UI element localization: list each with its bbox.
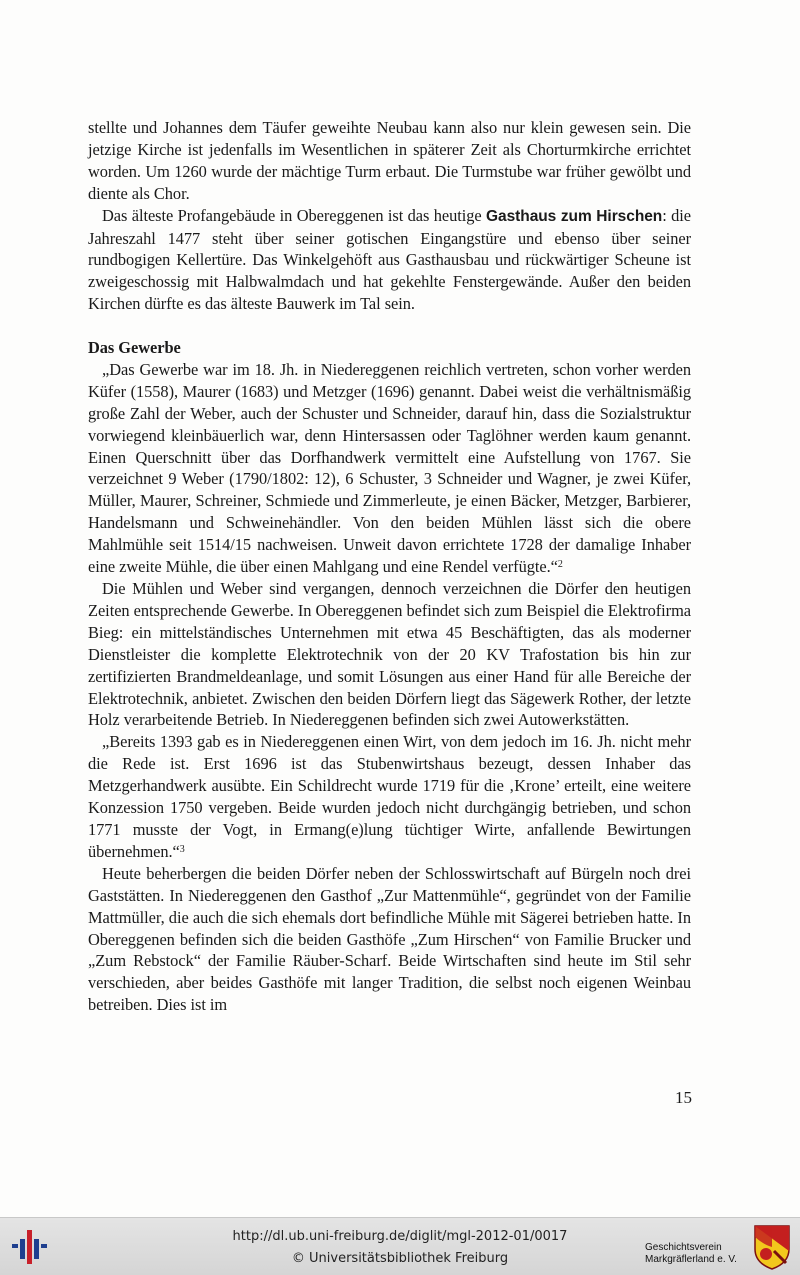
section-heading: Das Gewerbe: [88, 338, 181, 358]
document-url-link[interactable]: http://dl.ub.uni-freiburg.de/diglit/mgl-2012-01/0017: [232, 1229, 568, 1244]
coat-of-arms-icon[interactable]: [752, 1223, 792, 1271]
footer-bar: [0, 1217, 800, 1275]
society-name: [645, 1242, 750, 1266]
paragraph-profane-building: [88, 205, 691, 316]
paragraph-businesses: Die Mühlen und Weber sind vergangen, dennoch verzeichnen die Dörfer den heutigen Zeiten entsprechende Gewerbe. In Obereggenen befindet sich zum Beispiel die Elektrofirma Bieg: ein mittelständisches Unternehmen mit etwa 45 Beschäftigten, das als moderner Dienstleister die komplette Elektrotechnik von der 20 KV Trafostation bis hin zur zertifizierten Brandmeldeanlage, und somit Lösungen aus einer Hand für alle Bereiche der Elektrotechnik, anbietet. Zwischen den beiden Dörfern liegt das Sägewerk Rother, der letzte Holz verarbeitende Betrieb. In Niedereggenen befinden sich zwei Autowerkstätten.: [88, 579, 691, 730]
paragraph-text: „Bereits 1393 gab es in Niedereggenen einen Wirt, von dem jedoch im 16. Jh. nicht mehr die Rede ist. Erst 1696 ist das Stubenwirtshaus bezeugt, dessen Inhaber das Metzgerhandwerk ausübte. Ein Schildrecht wurde 1719 für die ‚Krone’ erteilt, eine weitere Konzession 1750 vergeben. Beide wurden jedoch nicht durchgängig betrieben, und schon 1771 musste der Vogt, in Ermang(e)lung tüchtiger Wirte, anfallende Bewirtungen übernehmen.“: [88, 732, 691, 861]
society-line: Markgräflerland e. V.: [645, 1254, 737, 1265]
gasthaus-name: Gasthaus zum Hirschen: [486, 207, 663, 225]
paragraph-inn-quote: [88, 731, 691, 862]
paragraph-text: : die Jahreszahl 1477 steht über seiner gotischen Eingangstüre und ebenso über seiner rundbogigen Kellertüre. Das Winkelgehöft aus Gasthausbau und rückwärtiger Scheune ist zweigeschossig mit Halbwalmdach und hat gekehlte Fenstergewände. Außer den beiden Kirchen dürfte es das älteste Bauwerk im Tal sein.: [88, 205, 691, 314]
paragraph-church: stellte und Johannes dem Täufer geweihte Neubau kann also nur klein gewesen sein. Die jetzige Kirche ist jedenfalls im Wesentlichen in späterer Zeit als Chorturmkirche errichtet worden. Um 1260 wurde der mächtige Turm erbaut. Die Turmstube war früher gewölbt und diente als Chor.: [88, 118, 691, 203]
footnote-ref: 3: [179, 843, 185, 855]
copyright-text: © Universitätsbibliothek Freiburg: [291, 1251, 509, 1266]
paragraph-gewerbe-quote: [88, 359, 691, 578]
paragraph-text: „Das Gewerbe war im 18. Jh. in Niedereggenen reichlich vertreten, schon vorher werden Küfer (1558), Maurer (1683) und Metzger (1696) genannt. Dabei weist die verhältnismäßig große Zahl der Weber, auch der Schuster und Schneider, darauf hin, dass die Sozialstruktur vorwiegend kleinbäuerlich war, denn Hintersassen oder Taglöhner werden kaum genannt. Einen Querschnitt über das Dorfhandwerk vermittelt eine Aufstellung von 1767. Sie verzeichnet 9 Weber (1790/1802: 12), 6 Schuster, 3 Schneider und Wagner, je zwei Küfer, Müller, Maurer, Schreiner, Schmiede und Zimmerleute, je einen Bäcker, Metzger, Barbierer, Handelsmann und Schweinehändler. Von den beiden Mühlen lässt sich die obere Mahlmühle seit 1514/15 nachweisen. Unweit davon errichtete 1728 der damalige Inhaber eine zweite Mühle, die über einen Mahlgang und eine Rendel verfügte.“: [88, 359, 691, 577]
society-line: Geschichtsverein: [645, 1242, 722, 1253]
page-number: 15: [675, 1088, 692, 1107]
footnote-ref: 2: [557, 559, 563, 571]
ub-freiburg-logo-icon[interactable]: [10, 1227, 50, 1265]
paragraph-text: Das älteste Profangebäude in Obereggenen ist das heutige: [102, 205, 487, 225]
paragraph-inns-today: Heute beherbergen die beiden Dörfer neben der Schlosswirtschaft auf Bürgeln noch drei Gaststätten. In Niedereggenen den Gasthof „Zur Mattenmühle“, gegründet von der Familie Mattmüller, die auch die sich ehemals dort befindliche Mühle mit Sägerei betrieben hatte. In Obereggenen befinden sich die beiden Gasthöfe „Zum Hirschen“ von Familie Brucker und „Zum Rebstock“ der Familie Räuber-Scharf. Beide Wirtschaften sind heute im Stil sehr verschieden, aber beides Gasthöfe mit langer Tradition, die selbst noch eigenen Weinbau betreiben. Dies ist im: [88, 863, 691, 1015]
body-text: [88, 117, 691, 1016]
